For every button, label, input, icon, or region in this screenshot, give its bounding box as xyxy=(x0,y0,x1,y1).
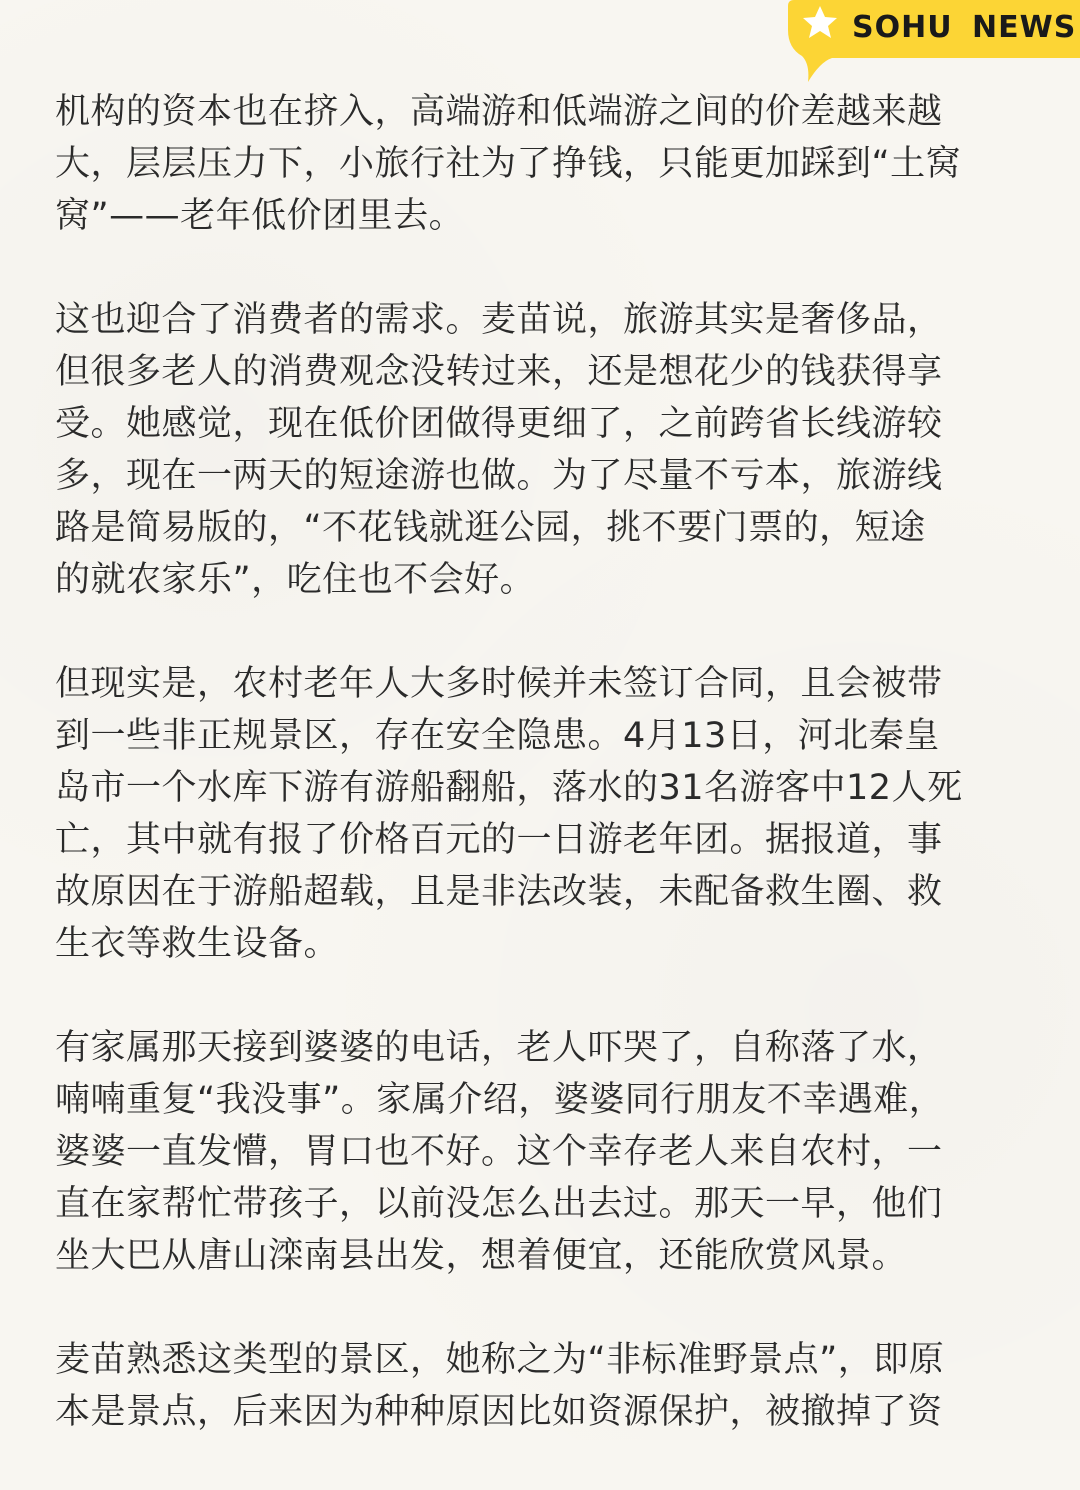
brand-badge xyxy=(780,0,1080,90)
article-body xyxy=(55,86,1035,1490)
paragraph xyxy=(55,1022,1035,1282)
text-line: 路是简易版的，“不花钱就逛公园，挑不要门票的，短途 xyxy=(55,508,926,548)
text-line: 喃喃重复“我没事”。家属介绍，婆婆同行朋友不幸遇难， xyxy=(55,1080,945,1120)
text-line: 岛市一个水库下游有游船翻船，落水的31名游客中12人死 xyxy=(55,768,963,808)
paragraph xyxy=(55,1334,1035,1438)
text-line: 亡，其中就有报了价格百元的一日游老年团。据报道，事 xyxy=(55,820,943,860)
text-line: 有家属那天接到婆婆的电话，老人吓哭了，自称落了水， xyxy=(55,1028,943,1068)
text-line: 婆婆一直发懵，胃口也不好。这个幸存老人来自农村，一 xyxy=(55,1132,943,1172)
text-line: 麦苗熟悉这类型的景区，她称之为“非标准野景点”，即原 xyxy=(55,1340,945,1380)
text-line: 坐大巴从唐山滦南县出发，想着便宜，还能欣赏风景。 xyxy=(55,1236,908,1276)
brand-logo-text: SOHU NEWS xyxy=(852,10,1077,45)
text-line: 窝”——老年低价团里去。 xyxy=(55,196,465,236)
paragraph xyxy=(55,658,1035,970)
text-line: 大，层层压力下，小旅行社为了挣钱，只能更加踩到“土窝 xyxy=(55,144,962,184)
text-line: 机构的资本也在挤入，高端游和低端游之间的价差越来越 xyxy=(55,92,943,132)
text-line: 到一些非正规景区，存在安全隐患。4月13日，河北秦皇 xyxy=(55,716,940,756)
text-line: 受。她感觉，现在低价团做得更细了，之前跨省长线游较 xyxy=(55,404,943,444)
text-line: 生衣等救生设备。 xyxy=(55,924,340,964)
text-line: 这也迎合了消费者的需求。麦苗说，旅游其实是奢侈品， xyxy=(55,300,943,340)
text-line: 多，现在一两天的短途游也做。为了尽量不亏本，旅游线 xyxy=(55,456,943,496)
text-line: 的就农家乐”，吃住也不会好。 xyxy=(55,560,536,600)
text-line: 本是景点，后来因为种种原因比如资源保护，被撤掉了资 xyxy=(55,1392,943,1432)
text-line: 但很多老人的消费观念没转过来，还是想花少的钱获得享 xyxy=(55,352,943,392)
text-line: 直在家帮忙带孩子，以前没怎么出去过。那天一早，他们 xyxy=(55,1184,943,1224)
text-line: 故原因在于游船超载，且是非法改装，未配备救生圈、救 xyxy=(55,872,943,912)
paragraph xyxy=(55,294,1035,606)
paragraph xyxy=(55,86,1035,242)
text-line: 但现实是，农村老年人大多时候并未签订合同，且会被带 xyxy=(55,664,943,704)
